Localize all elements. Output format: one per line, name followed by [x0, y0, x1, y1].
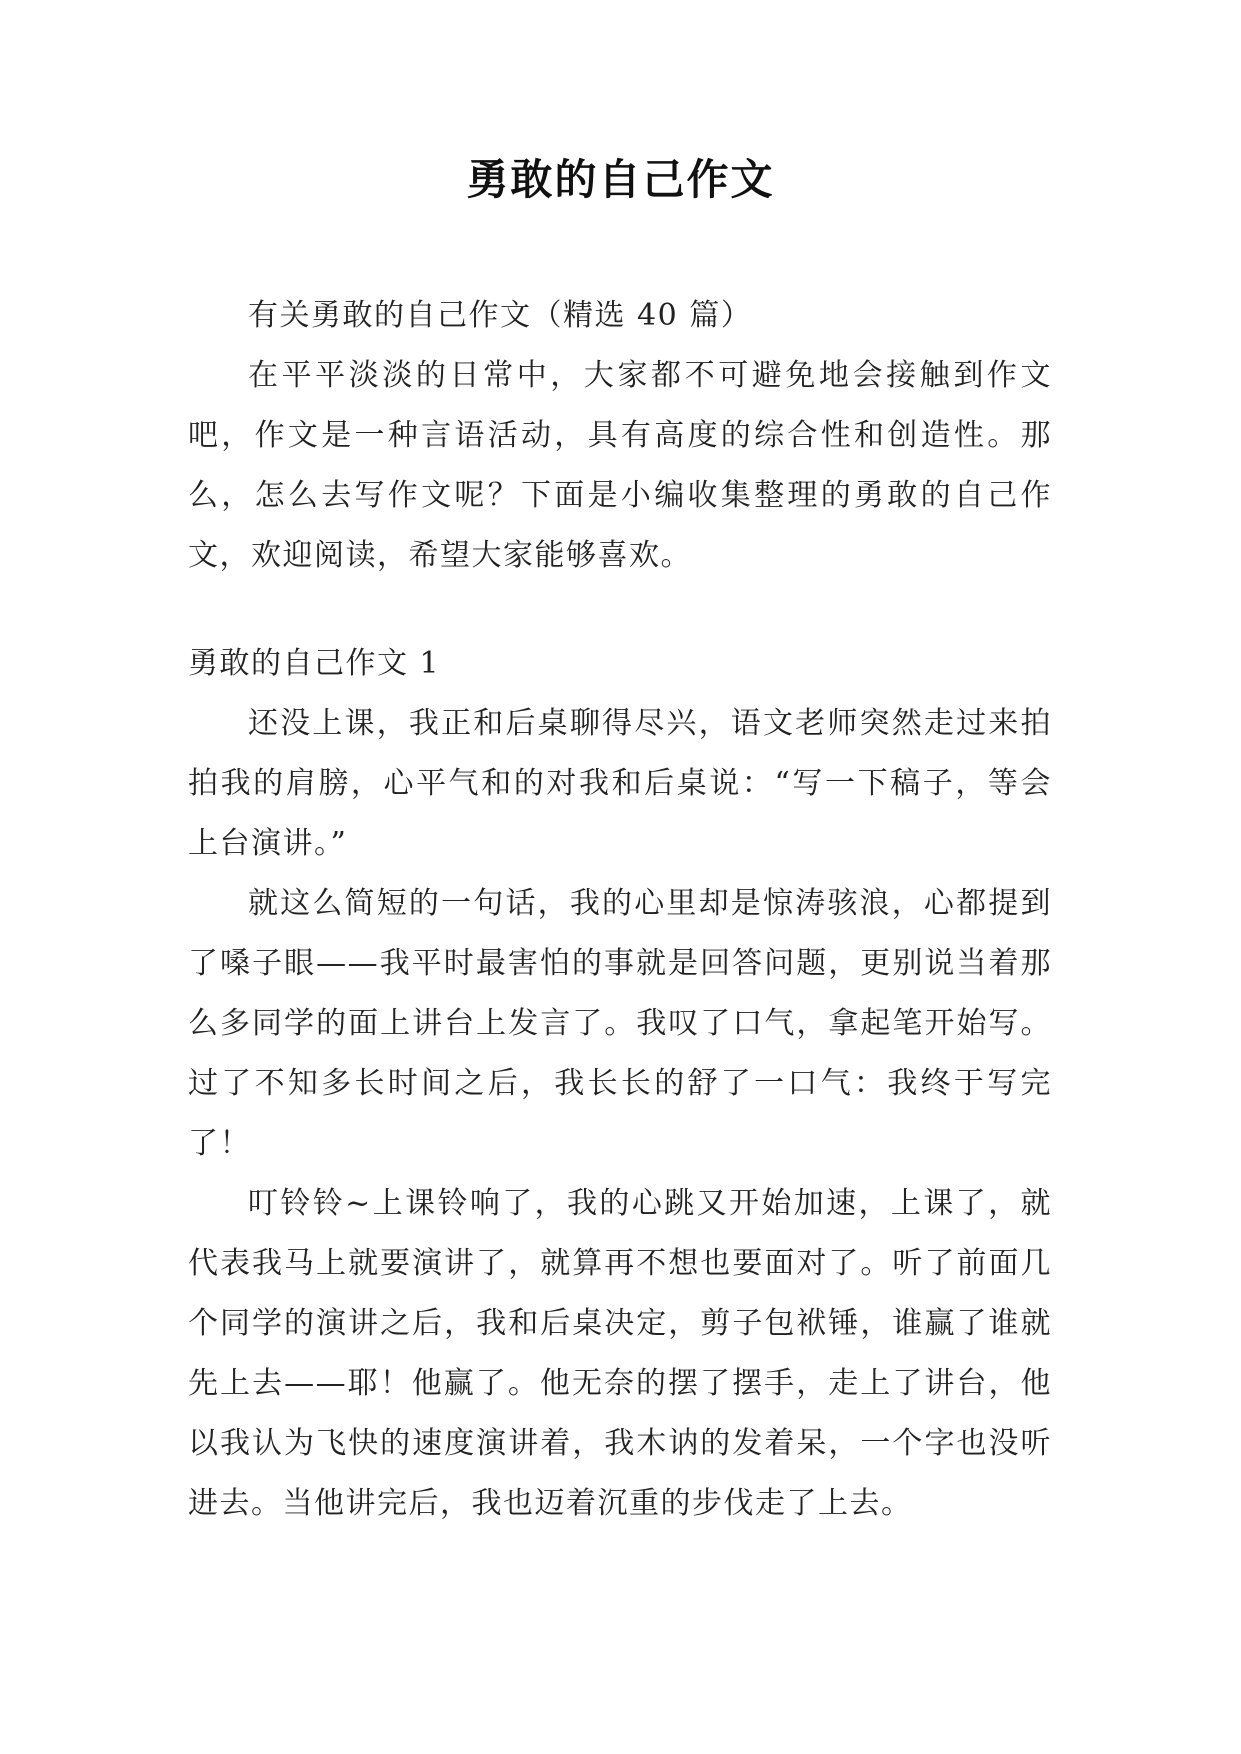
intro-subtitle: 有关勇敢的自己作文（精选 40 篇）: [248, 298, 753, 333]
intro-section: [188, 286, 1052, 586]
essay-1-paragraph: 还没上课，我正和后桌聊得尽兴，语文老师突然走过来拍拍我的肩膀，心平气和的对我和后桌说：“写一下稿子，等会上台演讲。”: [188, 706, 1052, 861]
essay-1-paragraph: 叮铃铃~上课铃响了，我的心跳又开始加速，上课了，就代表我马上就要演讲了，就算再不想也要面对了。听了前面几个同学的演讲之后，我和后桌决定，剪子包袱锤，谁赢了谁就先上去——耶！他赢了。他无奈的摆了摆手，走上了讲台，他以我认为飞快的速度演讲着，我木讷的发着呆，一个字也没听进去。当他讲完后，我也迈着沉重的步伐走了上去。: [188, 1186, 1052, 1521]
essay-1-paragraph: 就这么简短的一句话，我的心里却是惊涛骇浪，心都提到了嗓子眼——我平时最害怕的事就是回答问题，更别说当着那么多同学的面上讲台上发言了。我叹了口气，拿起笔开始写。过了不知多长时间之后，我长长的舒了一口气：我终于写完了！: [188, 886, 1052, 1161]
essay-1-section: [188, 634, 1052, 1534]
document-title: 勇敢的自己作文: [466, 155, 775, 204]
essay-1-heading: 勇敢的自己作文 1: [188, 646, 441, 681]
intro-paragraph: 在平平淡淡的日常中，大家都不可避免地会接触到作文吧，作文是一种言语活动，具有高度的综合性和创造性。那么，怎么去写作文呢？下面是小编收集整理的勇敢的自己作文，欢迎阅读，希望大家能够喜欢。: [188, 358, 1052, 573]
